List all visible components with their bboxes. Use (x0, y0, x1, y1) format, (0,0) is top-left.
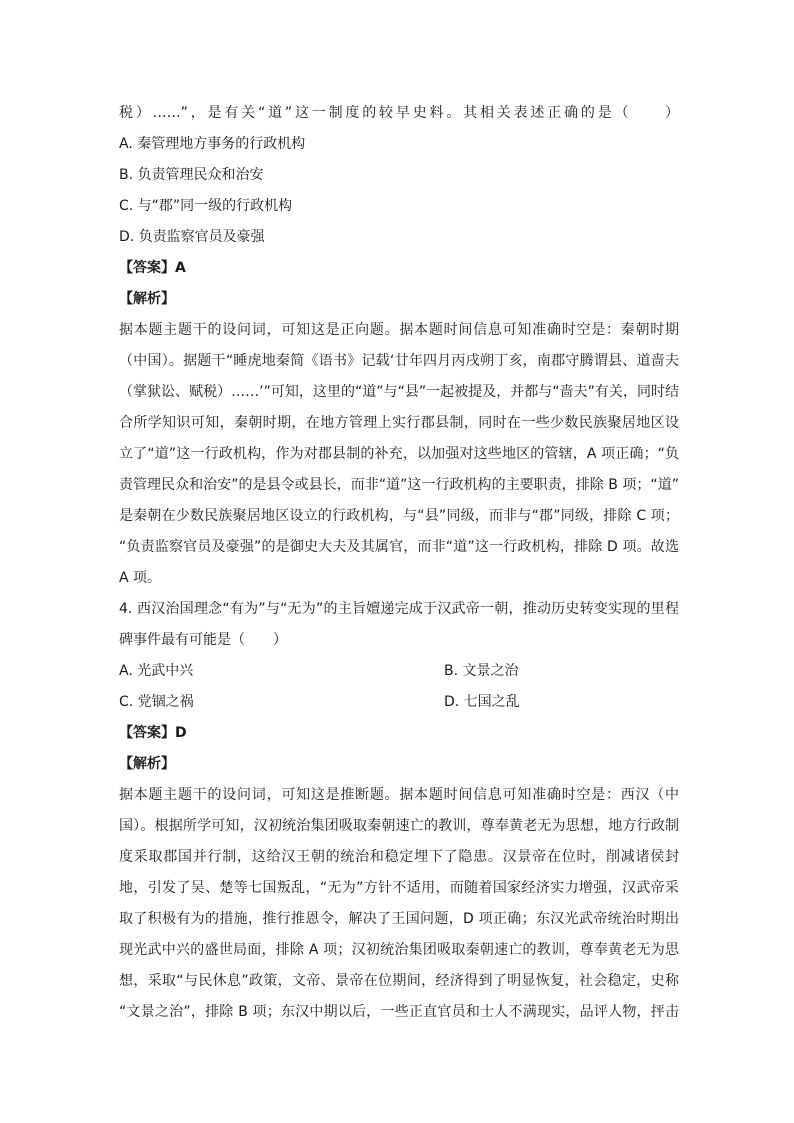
q3-option-d: D. 负责监察官员及豪强 (119, 229, 265, 245)
q4-option-b: B. 文景之治 (444, 663, 519, 679)
q3-analysis-line: 立了“道”这一行政机构，作为对郡县制的补充，以加强对这些地区的管辖，A 项正确；“负 (119, 446, 679, 462)
q4-analysis-line: 想，采取“与民休息”政策，文帝、景帝在位期间，经济得到了明显恢复，社会稳定，史称 (119, 973, 679, 989)
q4-options-row-1 (119, 661, 679, 692)
q4-option-d: D. 七国之乱 (444, 694, 520, 710)
q3-analysis-line: （掌狱讼、赋税）……’”可知，这里的“道”与“县”一起被提及，并都与“啬夫”有关，同时结 (119, 384, 679, 400)
q4-analysis-line: 据本题主题干的设问词，可知这是推断题。据本题时间信息可知准确时空是：西汉（中 (119, 787, 679, 803)
q3-option-a: A. 秦管理地方事务的行政机构 (119, 136, 306, 152)
q4-analysis-line: 取了积极有为的措施，推行推恩令，解决了王国问题，D 项正确；东汉光武帝统治时期出 (119, 911, 679, 927)
q3-analysis-line: 是秦朝在少数民族聚居地区设立的行政机构，与“县”同级，而非与“郡”同级，排除 C 项； (119, 508, 679, 524)
q4-stem-line: 碑事件最有可能是（ ） (119, 632, 287, 648)
q3-analysis-line: （中国）。据题干“睡虎地秦简《语书》记载‘廿年四月丙戌朔丁亥，南郡守腾谓县、道啬夫 (119, 353, 679, 369)
q4-options-row-2 (119, 692, 679, 723)
q4-option-c: C. 党锢之祸 (119, 694, 194, 710)
q4-analysis-line: 地，引发了吴、楚等七国叛乱，“无为”方针不适用，而随着国家经济实力增强，汉武帝采 (119, 880, 679, 896)
q3-analysis-label: 【解析】 (119, 291, 175, 307)
q3-analysis-line: 据本题主题干的设问词，可知这是正向题。据本题时间信息可知准确时空是：秦朝时期 (119, 322, 679, 338)
q4-analysis-line: “文景之治”，排除 B 项；东汉中期以后，一些正直官员和士人不满现实，品评人物，抨击 (119, 1004, 679, 1020)
q4-option-a: A. 光武中兴 (119, 663, 194, 679)
q3-analysis-line: “负责监察官员及豪强”的是御史大夫及其属官，而非“道”这一行政机构，排除 D 项。故选 (119, 539, 679, 555)
q4-stem-line: 4. 西汉治国理念“有为”与“无为”的主旨嬗递完成于汉武帝一朝，推动历史转变实现的里程 (119, 601, 679, 617)
q3-answer: 【答案】A (119, 260, 186, 276)
q4-answer: 【答案】D (119, 725, 187, 741)
q3-stem-tail: 税）……”，是有关“道”这一制度的较早史料。其相关表述正确的是（ ） (119, 105, 679, 121)
page-content (119, 103, 679, 1033)
q4-analysis-line: 度采取郡国并行制，这给汉王朝的统治和稳定埋下了隐患。汉景帝在位时，削减诸侯封 (119, 849, 679, 865)
q3-analysis-line: 责管理民众和治安”的是县令或县长，而非“道”这一行政机构的主要职责，排除 B 项；“道” (119, 477, 679, 493)
q3-option-c: C. 与“郡”同一级的行政机构 (119, 198, 293, 214)
q3-option-b: B. 负责管理民众和治安 (119, 167, 264, 183)
q3-analysis-line: A 项。 (119, 570, 162, 586)
q4-analysis-line: 现光武中兴的盛世局面，排除 A 项；汉初统治集团吸取秦朝速亡的教训，尊奉黄老无为思 (119, 942, 679, 958)
q4-analysis-line: 国）。根据所学可知，汉初统治集团吸取秦朝速亡的教训，尊奉黄老无为思想，地方行政制 (119, 818, 679, 834)
q3-analysis-line: 合所学知识可知，秦朝时期，在地方管理上实行郡县制，同时在一些少数民族聚居地区设 (119, 415, 679, 431)
q4-analysis-label: 【解析】 (119, 756, 175, 772)
